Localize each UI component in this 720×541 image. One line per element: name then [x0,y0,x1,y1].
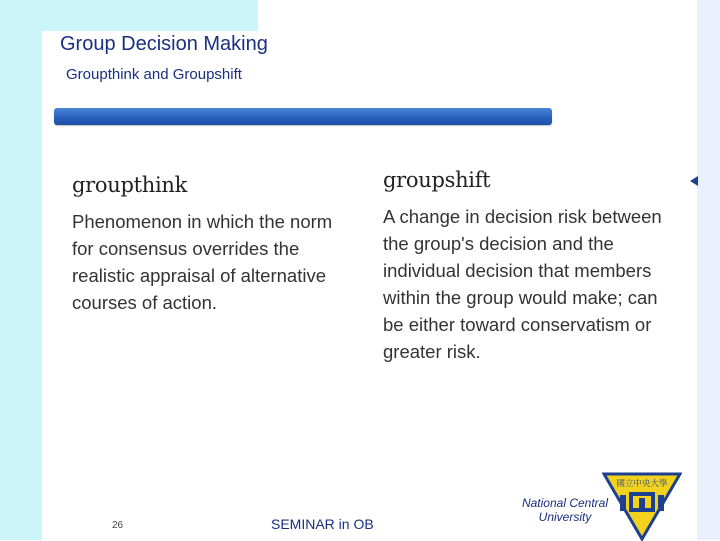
right-notch-marker [690,176,698,186]
logo-text: 國立中央大學 [616,479,668,489]
slide-number: 26 [112,520,124,531]
title-divider-bar [54,108,552,125]
top-accent-band [0,0,258,31]
university-logo [602,471,682,541]
definition-groupshift: A change in decision risk between the group's decision and the individual decision that members within the group would make; can be either toward conservatism or greater risk. [383,206,662,362]
university-line-1: National Central [521,496,609,510]
term-groupshift: groupshift [383,168,491,192]
slide-subtitle: Groupthink and Groupshift [66,66,242,83]
definition-groupthink: Phenomenon in which the norm for consensus overrides the realistic appraisal of alternative courses of action. [72,211,333,313]
university-line-2: University [538,510,592,524]
right-edge-strip [697,0,720,540]
left-accent-band [0,0,42,540]
slide-title: Group Decision Making [60,33,268,55]
term-groupthink: groupthink [72,173,188,197]
footer-seminar-label: SEMINAR in OB [271,516,374,532]
